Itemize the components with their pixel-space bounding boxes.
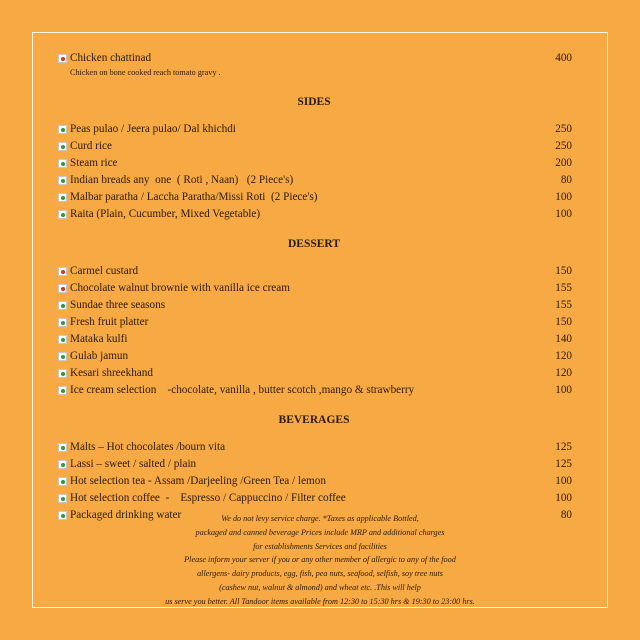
menu-item-name: Chicken chattinad	[70, 52, 152, 64]
menu-item-name: Hot selection tea - Assam /Darjeeling /Green Tea / lemon	[70, 475, 326, 487]
menu-item-name: Raita (Plain, Cucumber, Mixed Vegetable)	[70, 208, 261, 220]
section-heading: SIDES	[297, 96, 331, 108]
menu-item	[56, 189, 572, 206]
menu-item	[56, 263, 572, 280]
note-line: allergens- dairy products, egg, fish, pea nuts, seafood, selfish, soy tree nuts	[197, 569, 443, 579]
veg-mark-icon	[58, 460, 67, 469]
menu-item	[56, 155, 572, 172]
note-line: packaged and canned beverage Prices include MRP and additional charges	[195, 527, 445, 537]
menu-item	[56, 473, 572, 490]
nonveg-mark-icon	[58, 284, 67, 293]
veg-mark-icon	[58, 318, 67, 327]
veg-mark-icon	[58, 159, 67, 168]
veg-mark-icon	[58, 494, 67, 503]
section-gap	[56, 223, 572, 235]
menu-item-price: 250	[555, 140, 572, 152]
menu-item	[56, 280, 572, 297]
menu-item-name: Kesari shreekhand	[70, 367, 153, 379]
menu-item	[56, 206, 572, 223]
menu-item-price: 150	[555, 265, 572, 277]
section-gap	[56, 81, 572, 93]
menu-item-price: 400	[555, 52, 572, 64]
heading-gap	[56, 111, 572, 121]
menu-item-price: 200	[555, 157, 572, 169]
menu-item-price: 100	[555, 208, 572, 220]
menu-item-price: 150	[555, 316, 572, 328]
menu-item-price: 120	[555, 367, 572, 379]
menu-item	[56, 314, 572, 331]
menu-item-price: 155	[555, 282, 572, 294]
menu-item-price: 100	[555, 384, 572, 396]
menu-item-name: Chocolate walnut brownie with vanilla ice cream	[70, 282, 290, 294]
menu-item-price: 100	[555, 191, 572, 203]
menu-item-name: Carmel custard	[70, 265, 139, 277]
menu-item-price: 125	[555, 441, 572, 453]
menu-item	[56, 348, 572, 365]
note-line: us serve you better. All Tandoor items available from 12:30 to 15:30 hrs & 19:30 to 23:00 hrs.	[165, 596, 475, 606]
menu-item	[56, 439, 572, 456]
menu-item-name: Malbar paratha / Laccha Paratha/Missi Roti (2 Piece's)	[70, 191, 318, 203]
menu-item	[56, 138, 572, 155]
veg-mark-icon	[58, 193, 67, 202]
menu-item-name: Peas pulao / Jeera pulao/ Dal khichdi	[70, 123, 236, 135]
menu-item	[56, 365, 572, 382]
menu-item-name: Lassi – sweet / salted / plain	[70, 458, 197, 470]
veg-mark-icon	[58, 443, 67, 452]
menu-item-name: Packaged drinking water	[70, 509, 182, 521]
menu-item	[56, 456, 572, 473]
note-line: (cashew nut, walnut & almond) and wheat etc. .This will help	[219, 582, 421, 592]
heading-gap	[56, 253, 572, 263]
menu-item-name: Gulab jamun	[70, 350, 129, 362]
menu-item	[56, 121, 572, 138]
menu-item-name: Steam rice	[70, 157, 118, 169]
veg-mark-icon	[58, 386, 67, 395]
menu-item	[56, 490, 572, 507]
menu-notes	[56, 512, 584, 609]
menu-item-name: Indian breads any one ( Roti , Naan) (2 Piece's)	[70, 174, 294, 186]
menu-item-price: 125	[555, 458, 572, 470]
veg-mark-icon	[58, 125, 67, 134]
section-gap	[56, 399, 572, 411]
menu-item-price: 140	[555, 333, 572, 345]
menu-item	[56, 172, 572, 189]
veg-mark-icon	[58, 335, 67, 344]
veg-mark-icon	[58, 477, 67, 486]
note-line: We do not levy service charge. *Taxes as applicable Bottled,	[221, 514, 419, 523]
menu-item	[56, 382, 572, 399]
section-heading: BEVERAGES	[278, 414, 350, 426]
menu-item-name: Sundae three seasons	[70, 299, 166, 311]
menu-item	[56, 50, 572, 67]
nonveg-mark-icon	[58, 54, 67, 63]
menu-item-price: 155	[555, 299, 572, 311]
menu-item-price: 250	[555, 123, 572, 135]
note-line: for establishments Services and facilities	[253, 541, 387, 551]
veg-mark-icon	[58, 369, 67, 378]
menu-item-name: Malts – Hot chocolates /bourn vita	[70, 441, 226, 453]
veg-mark-icon	[58, 176, 67, 185]
menu-item-price: 100	[555, 492, 572, 504]
menu-item-name: Mataka kulfi	[70, 333, 128, 345]
veg-mark-icon	[58, 142, 67, 151]
menu-item-name: Curd rice	[70, 140, 112, 152]
menu-list	[56, 50, 572, 524]
heading-gap	[56, 429, 572, 439]
nonveg-mark-icon	[58, 267, 67, 276]
note-line: Please inform your server if you or any other member of allergic to any of the food	[184, 555, 456, 565]
menu-item	[56, 331, 572, 348]
menu-item-price: 120	[555, 350, 572, 362]
menu-item	[56, 297, 572, 314]
menu-item-name: Fresh fruit platter	[70, 316, 149, 328]
menu-item-price: 100	[555, 475, 572, 487]
section-heading: DESSERT	[287, 238, 340, 250]
menu-item-price: 80	[560, 509, 572, 521]
veg-mark-icon	[58, 301, 67, 310]
menu-item-description: Chicken on bone cooked reach tomato gravy .	[70, 68, 221, 77]
menu-item-name: Hot selection coffee - Espresso / Cappuccino / Filter coffee	[70, 492, 346, 504]
veg-mark-icon	[58, 210, 67, 219]
menu-item-price: 80	[560, 174, 572, 186]
veg-mark-icon	[58, 352, 67, 361]
menu-item-name: Ice cream selection -chocolate, vanilla , butter scotch ,mango & strawberry	[70, 384, 415, 396]
